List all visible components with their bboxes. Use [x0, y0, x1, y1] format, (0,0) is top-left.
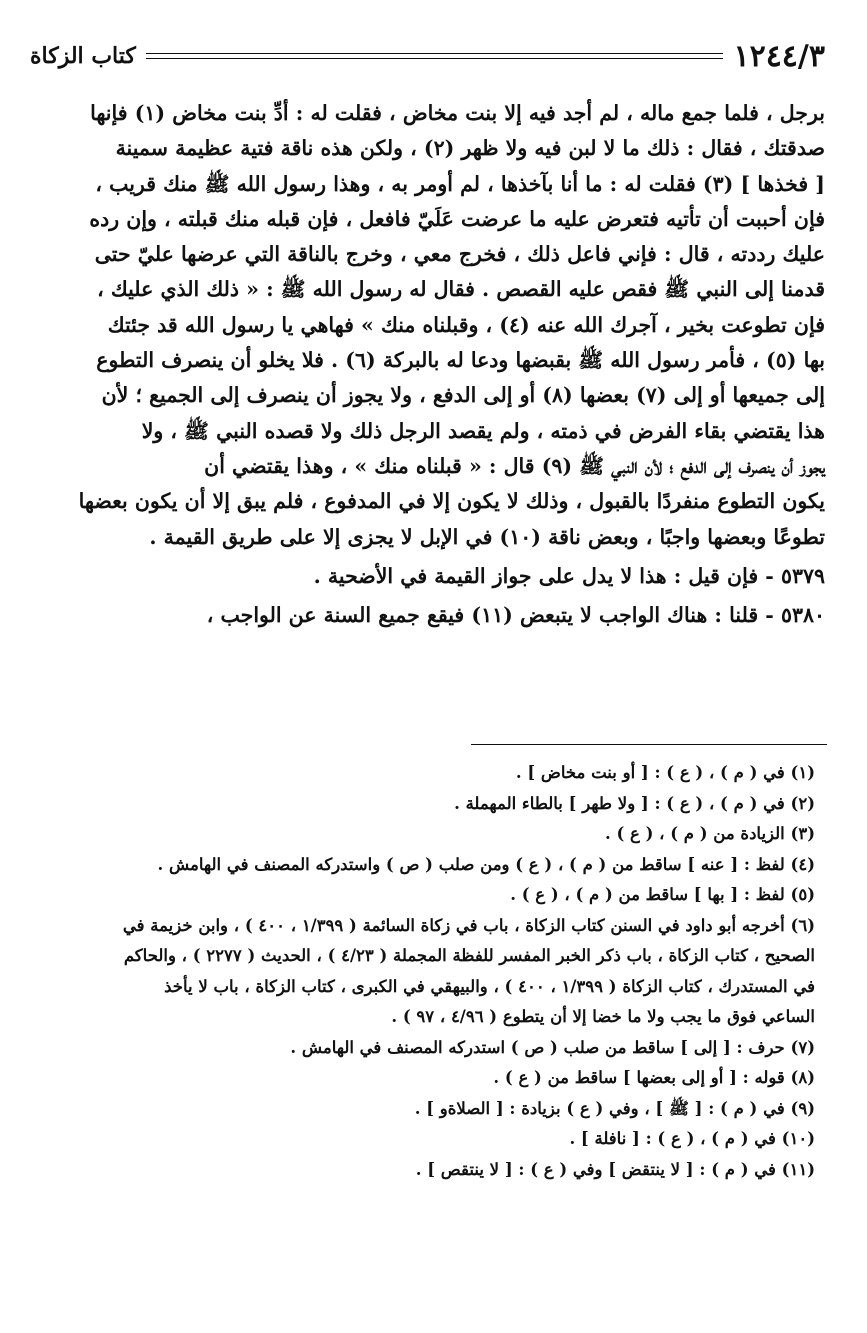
text-line: قدمنا إلى النبي ﷺ فقص عليه القصص . فقال له رسول الله ﷺ : « ذلك الذي عليك ،: [97, 277, 825, 302]
footnote-separator: [471, 744, 827, 745]
footnote-continuation: في المستدرك ، كتاب الزكاة ( ١/٣٩٩ ، ٤٠٠ ) ، والبيهقي في الكبرى ، كتاب الزكاة ، باب لا يأخذ: [164, 976, 815, 996]
footnote: (٢) في ( م ) ، ( ع ) : [ ولا طهر ] بالطاء المهملة .: [454, 793, 815, 813]
text-line: صدقتك ، فقال : ذلك ما لا لبن فيه ولا ظهر (٢) ، ولكن هذه ناقة فتية عظيمة سمينة: [115, 136, 825, 161]
text-line: عليك رددته ، قال : فإني فاعل ذلك ، فخرج معي ، وخرج بالناقة التي عرضها عليّ حتى: [94, 242, 825, 267]
issue-5379: ٥٣٧٩ - فإن قيل : هذا لا يدل على جواز القيمة في الأضحية .: [313, 563, 825, 588]
footnote: (٧) حرف : [ إلى ] ساقط من صلب ( ص ) استدركه المصنف في الهامش .: [290, 1037, 815, 1057]
text-line: يكون التطوع منفردًا بالقبول ، وذلك لا يكون إلا في المدفوع ، فلم يبق إلا أن يكون بعضها: [78, 489, 825, 514]
text-line: يجوز أن ينصرف إلى الدفع ؛ لأن النبي ﷺ (٩) قال : « قبلناه منك » ، وهذا يقتضي أن: [204, 453, 825, 478]
footnote: (١) في ( م ) ، ( ع ) : [ أو بنت مخاض ] .: [515, 763, 815, 782]
footnote: (٦) أخرجه أبو داود في السنن كتاب الزكاة ، باب في زكاة السائمة ( ١/٣٩٩ ، ٤٠٠ ) ، وابن خزيمة في: [122, 915, 815, 935]
issue-5380: ٥٣٨٠ - قلنا : هناك الواجب لا يتبعض (١١) فيقع جميع السنة عن الواجب ،: [206, 603, 825, 628]
text-line: فإن أحببت أن تأتيه فتعرض عليه ما عرضت عَلَيّ فافعل ، فإن قبله منك قبلته ، وإن رده: [89, 206, 825, 231]
footnote: (٩) في ( م ) : [ ﷺ ] ، وفي ( ع ) بزيادة : [ الصلاةو ] .: [414, 1098, 815, 1118]
text-line: فإن تطوعت بخير ، آجرك الله عنه (٤) ، وقبلناه منك » فهاهي يا رسول الله قد جئتك: [107, 312, 825, 337]
book-title: كتاب الزكاة: [30, 43, 136, 69]
text-line: برجل ، فلما جمع ماله ، لم أجد فيه إلا بنت مخاض ، فقلت له : أدِّ بنت مخاض (١) فإنها: [90, 101, 825, 125]
page-header: [30, 36, 825, 76]
footnote: (٥) لفظ : [ بها ] ساقط من ( م ) ، ( ع ) .: [510, 885, 815, 904]
header-rule: [146, 53, 724, 59]
footnote: (٨) قوله : [ أو إلى بعضها ] ساقط من ( ع ) .: [493, 1068, 815, 1087]
footnote-continuation: الساعي فوق ما يجب ولا ما خضا إلا أن يتطوع ( ٤/٩٦ ، ٩٧ ) .: [391, 1007, 815, 1026]
footnote: (٣) الزيادة من ( م ) ، ( ع ) .: [604, 824, 815, 843]
text-line: هذا يقتضي بقاء الفرض في ذمته ، ولم يقصد الرجل ذلك ولا قصده النبي ﷺ ، ولا: [141, 418, 825, 443]
footnote: (١٠) في ( م ) ، ( ع ) : [ نافلة ] .: [569, 1129, 815, 1148]
text-line: بها (٥) ، فأمر رسول الله ﷺ بقبضها ودعا له بالبركة (٦) . فلا يخلو أن ينصرف التطوع: [96, 348, 825, 373]
text-line: [ فخذها ] (٣) فقلت له : ما أنا بآخذها ، لم أومر به ، وهذا رسول الله ﷺ منك قريب ،: [95, 171, 825, 196]
text-line: إلى جميعها أو إلى (٧) بعضها (٨) أو إلى الدفع ، ولا يجوز أن ينصرف إلى الجميع ؛ لأن: [101, 383, 825, 408]
footnote: (١١) في ( م ) : [ لا ينتقض ] وفي ( ع ) : [ لا ينتقص ] .: [415, 1159, 815, 1179]
page-number: ١٢٤٤/٣: [733, 38, 825, 74]
footnote-continuation: الصحيح ، كتاب الزكاة ، باب ذكر الخبر المفسر للفظة المجملة ( ٤/٢٣ ) ، الحديث ( ٢٢٧٧ ) ، والحاكم: [123, 946, 815, 965]
footnotes: [42, 758, 815, 1185]
main-text: [42, 96, 825, 633]
text-line: تطوعًا وبعضها واجبًا ، وبعض ناقة (١٠) في الإبل لا يجزى إلا على طريق القيمة .: [149, 524, 825, 549]
footnote: (٤) لفظ : [ عنه ] ساقط من ( م ) ، ( ع ) ومن صلب ( ص ) واستدركه المصنف في الهامش .: [157, 854, 815, 874]
